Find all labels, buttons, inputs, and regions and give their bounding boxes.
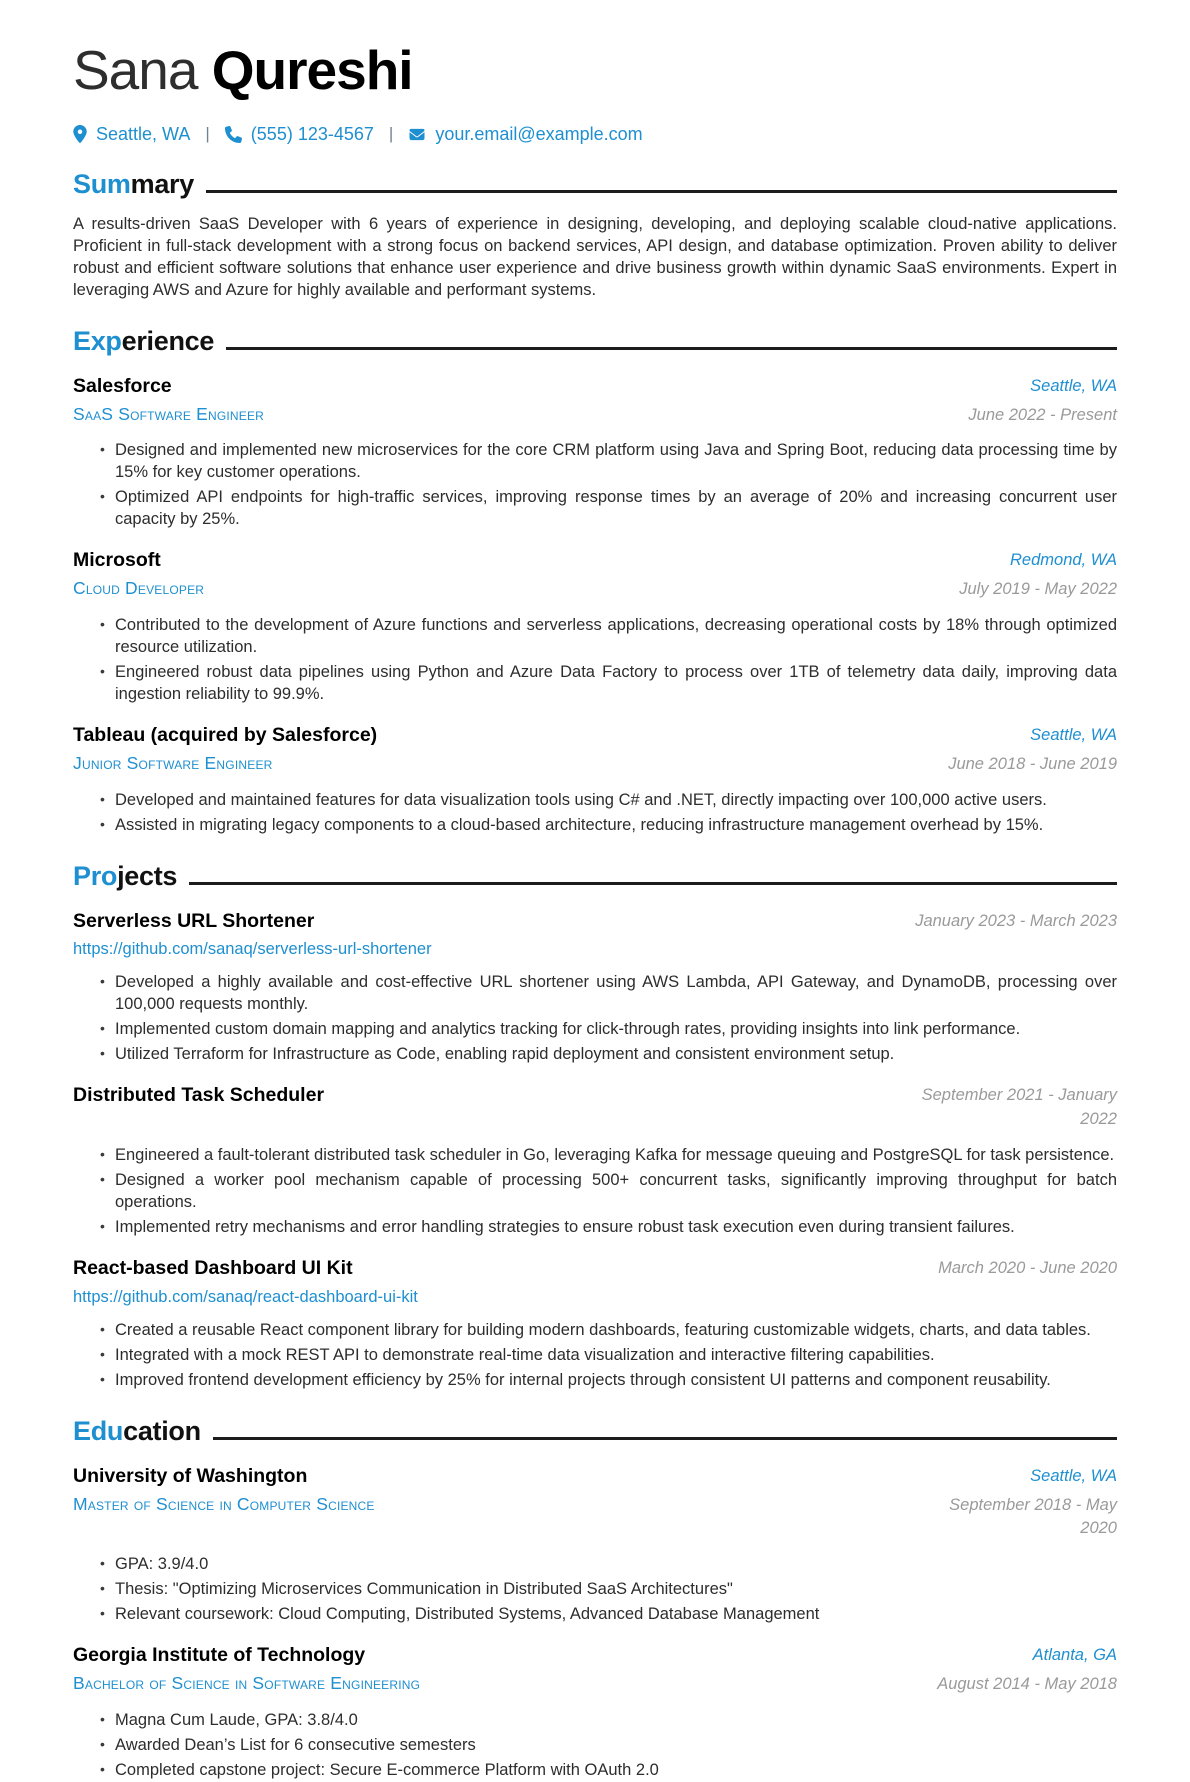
section-heading: Summary [73, 168, 194, 199]
job-title: Cloud Developer [73, 578, 205, 599]
bullet-item: • Developed a highly available and cost-effective URL shortener using AWS Lambda, API Gateway, and DynamoDB, processing over 100,000 requests monthly. [115, 972, 1117, 1016]
project-entry [73, 1084, 1117, 1239]
entry-location: Seattle, WA [1030, 725, 1117, 744]
section-experience [73, 326, 1117, 837]
entry-header-row [73, 1644, 1117, 1668]
entry-location: Atlanta, GA [1032, 1646, 1117, 1665]
project-url-link[interactable]: https://github.com/sanaq/serverless-url-shortener [73, 940, 432, 959]
project-url-link[interactable]: https://github.com/sanaq/react-dashboard-ui-kit [73, 1287, 418, 1306]
bullet-item: • Magna Cum Laude, GPA: 3.8/4.0 [115, 1710, 1117, 1732]
project-title: React-based Dashboard UI Kit [73, 1256, 353, 1279]
entry-location: Redmond, WA [1010, 551, 1117, 570]
bullet-item: • Awarded Dean’s List for 6 consecutive semesters [115, 1735, 1117, 1757]
section-rule [213, 1437, 1117, 1440]
summary-text: A results-driven SaaS Developer with 6 years of experience in designing, developing, and deploying scalable cloud-native applications. Proficient in full-stack development with a strong focus on backend services, API design, and database optimization. Proven ability to deliver robust and efficient software solutions that enhance user experience and drive business growth within dynamic SaaS environments. Expert in leveraging AWS and Azure for highly available and performant systems. [73, 214, 1117, 299]
section-title-projects [73, 861, 1117, 892]
section-title-experience [73, 326, 1117, 357]
bullet-list [73, 1320, 1117, 1392]
location-text: Seattle, WA [96, 123, 191, 144]
bullet-list [73, 440, 1117, 531]
school-name: Georgia Institute of Technology [73, 1644, 366, 1667]
bullet-item: • Improved frontend development efficiency by 25% for internal projects through consistent UI patterns and component reusability. [115, 1370, 1117, 1392]
entry-dates: August 2014 - May 2018 [937, 1675, 1117, 1694]
contact-separator: | [205, 124, 210, 144]
entry-header-row [73, 1465, 1117, 1489]
bullet-list [73, 615, 1117, 706]
section-title-summary [73, 169, 1117, 200]
bullet-list [73, 972, 1117, 1066]
section-rule [206, 190, 1117, 193]
contact-separator: | [388, 124, 394, 144]
section-projects [73, 861, 1117, 1392]
phone-icon [225, 126, 242, 143]
section-summary [73, 169, 1117, 302]
contact-row [73, 124, 1117, 145]
entry-location: Seattle, WA [1030, 1466, 1117, 1485]
section-rule [226, 347, 1117, 350]
entry-header-row [73, 549, 1117, 573]
education-entry [73, 1465, 1117, 1627]
entry-subheader-row [73, 578, 1117, 602]
company-name: Microsoft [73, 549, 161, 572]
entry-dates: September 2021 - January 2022 [921, 1086, 1117, 1129]
bullet-item: • Utilized Terraform for Infrastructure as Code, enabling rapid deployment and consistent environment setup. [115, 1044, 1117, 1066]
bullet-item: • Implemented custom domain mapping and analytics tracking for click-through rates, providing insights into link performance. [115, 1019, 1117, 1041]
entry-dates: June 2018 - June 2019 [948, 754, 1117, 773]
section-heading: Projects [73, 860, 178, 891]
degree-title: Bachelor of Science in Software Engineering [73, 1673, 421, 1694]
bullet-item: • Optimized API endpoints for high-traffic services, improving response times by an average of 20% and increasing concurrent user capacity by 25%. [115, 487, 1117, 531]
entry-dates: September 2018 - May 2020 [949, 1495, 1117, 1538]
entry-header-row [73, 1257, 1117, 1281]
entry-dates: March 2020 - June 2020 [938, 1258, 1117, 1277]
last-name: Qureshi [211, 39, 413, 101]
contact-location [73, 124, 190, 145]
entry-header-row [73, 724, 1117, 748]
experience-entry [73, 724, 1117, 837]
job-title: SaaS Software Engineer [73, 403, 265, 424]
bullet-item: • Relevant coursework: Cloud Computing, Distributed Systems, Advanced Database Management [115, 1604, 1117, 1626]
email-envelope-icon [408, 127, 426, 142]
section-title-education [73, 1416, 1117, 1447]
entry-subheader-row [73, 1673, 1117, 1697]
company-name: Salesforce [73, 374, 172, 397]
project-entry [73, 1257, 1117, 1392]
bullet-list [73, 1145, 1117, 1239]
contact-email[interactable] [408, 124, 642, 145]
entry-header-row [73, 375, 1117, 399]
job-title: Junior Software Engineer [73, 752, 273, 773]
bullet-item: • Engineered a fault-tolerant distributed task scheduler in Go, leveraging Kafka for message queuing and PostgreSQL for task persistence. [115, 1145, 1117, 1167]
bullet-item: • Designed and implemented new microservices for the core CRM platform using Java and Spring Boot, reducing data processing time by 15% for key customer operations. [115, 440, 1117, 484]
bullet-item: • Assisted in migrating legacy components to a cloud-based architecture, reducing infrastructure management overhead by 15%. [115, 815, 1117, 837]
education-entry [73, 1644, 1117, 1782]
project-entry [73, 910, 1117, 1067]
entry-subheader-row [73, 1494, 1117, 1542]
entry-header-row [73, 910, 1117, 934]
email-text: your.email@example.com [435, 123, 643, 144]
location-pin-icon [73, 125, 87, 143]
bullet-item: • Designed a worker pool mechanism capable of processing 500+ concurrent tasks, significantly improving throughput for batch operations. [115, 1170, 1117, 1214]
entry-subheader-row [73, 753, 1117, 777]
entry-subheader-row [73, 404, 1117, 428]
entry-dates: July 2019 - May 2022 [959, 580, 1117, 599]
school-name: University of Washington [73, 1464, 308, 1487]
bullet-item: • Engineered robust data pipelines using Python and Azure Data Factory to process over 1TB of telemetry data daily, improving data ingestion reliability to 99.9%. [115, 662, 1117, 706]
degree-title: Master of Science in Computer Science [73, 1493, 375, 1514]
company-name: Tableau (acquired by Salesforce) [73, 723, 378, 746]
bullet-list [73, 1710, 1117, 1782]
bullet-item: • GPA: 3.9/4.0 [115, 1554, 1117, 1576]
project-title: Distributed Task Scheduler [73, 1084, 325, 1107]
experience-entry [73, 549, 1117, 706]
bullet-item: • Contributed to the development of Azure functions and serverless applications, decreasing operational costs by 18% through optimized resource utilization. [115, 615, 1117, 659]
contact-phone [225, 124, 374, 145]
section-education [73, 1416, 1117, 1782]
bullet-item: • Completed capstone project: Secure E-commerce Platform with OAuth 2.0 [115, 1760, 1117, 1782]
bullet-item: • Created a reusable React component library for building modern dashboards, featuring customizable widgets, charts, and data tables. [115, 1320, 1117, 1342]
phone-text: (555) 123-4567 [250, 123, 374, 144]
bullet-item: • Developed and maintained features for data visualization tools using C# and .NET, directly impacting over 100,000 active users. [115, 790, 1117, 812]
bullet-item: • Integrated with a mock REST API to demonstrate real-time data visualization and interactive filtering capabilities. [115, 1345, 1117, 1367]
experience-entry [73, 375, 1117, 532]
resume-header [73, 39, 1117, 145]
bullet-list [73, 1554, 1117, 1626]
project-title: Serverless URL Shortener [73, 909, 315, 932]
entry-location: Seattle, WA [1030, 376, 1117, 395]
entry-header-row [73, 1084, 1117, 1132]
entry-dates: June 2022 - Present [968, 405, 1117, 424]
bullet-item: • Thesis: "Optimizing Microservices Communication in Distributed SaaS Architectures" [115, 1579, 1117, 1601]
section-rule [189, 882, 1117, 885]
first-name: Sana [73, 39, 198, 101]
section-heading: Education [73, 1415, 201, 1446]
section-heading: Experience [73, 325, 215, 356]
bullet-list [73, 790, 1117, 837]
entry-dates: January 2023 - March 2023 [915, 911, 1117, 930]
bullet-item: • Implemented retry mechanisms and error handling strategies to ensure robust task execution even during transient failures. [115, 1217, 1117, 1239]
person-name [73, 39, 1117, 101]
